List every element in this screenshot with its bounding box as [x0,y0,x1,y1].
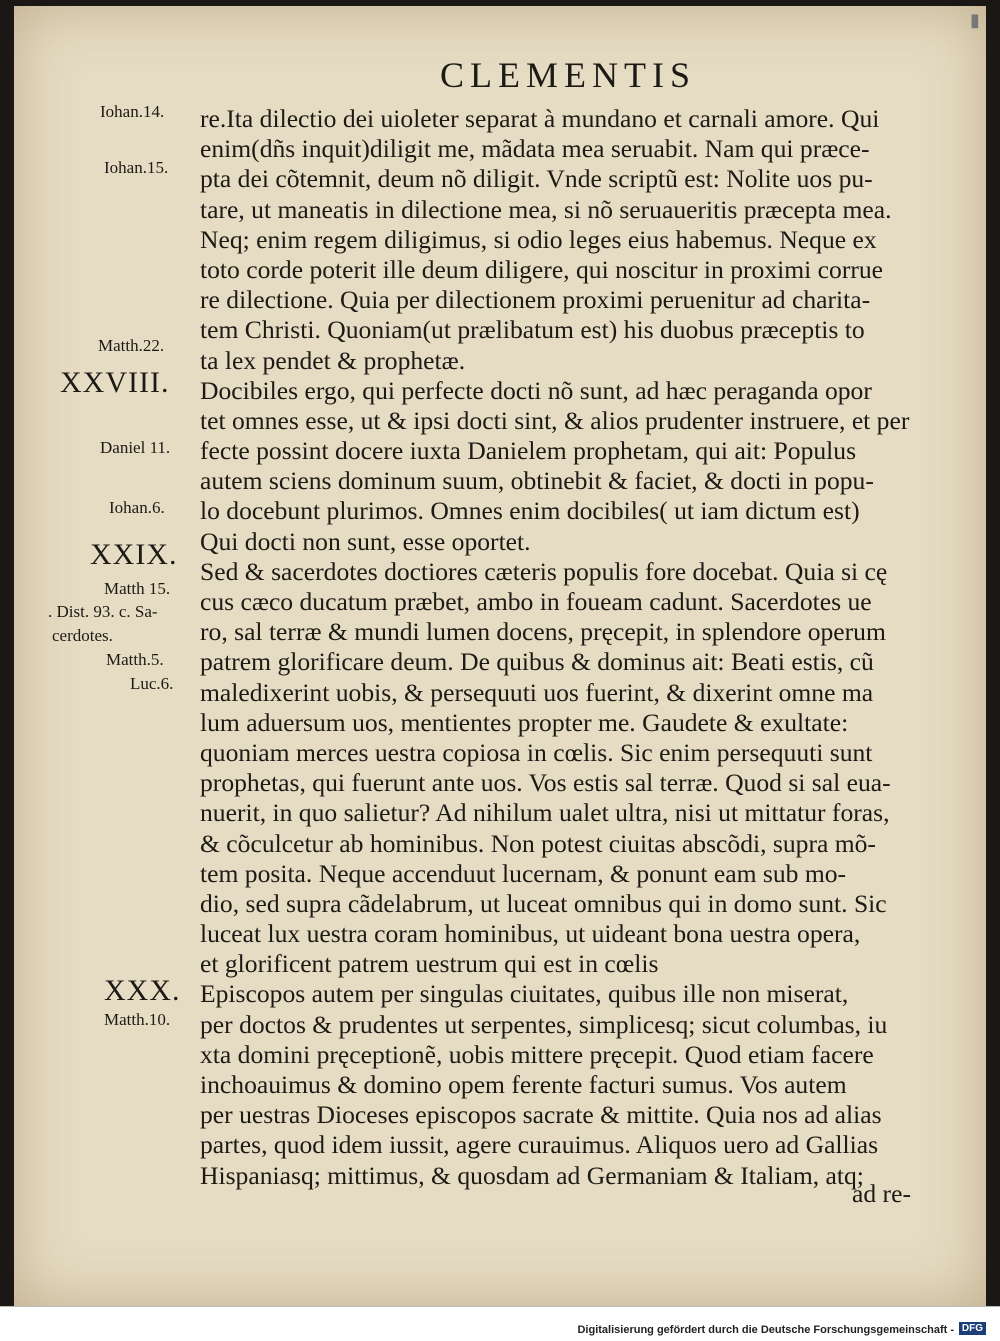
text-line: tem Christi. Quoniam(ut prælibatum est) his duobus præceptis to [200,315,865,345]
margin-note: Luc.6. [130,674,174,693]
text-line: Hispaniasq; mittimus, & quosdam ad Germaniam & Italiam, atq; [200,1160,864,1190]
text-line: quoniam merces uestra copiosa in cœlis. Sic enim persequuti sunt [200,737,873,767]
text-line: partes, quod idem iussit, agere curauimus. Aliquos uero ad Gallias [200,1130,879,1160]
margin-note: Matth.10. [104,1010,171,1029]
text-line: et glorificent patrem uestrum qui est in cœlis [200,949,659,979]
text-line: xta domini pręceptionẽ, uobis mittere pręcepit. Quod etiam facere [200,1039,874,1069]
margin-note: Matth.5. [106,650,164,669]
chapter-number: XXVIII. [60,366,170,399]
text-line: per uestras Dioceses episcopos sacrate & mittite. Quia nos ad alias [200,1100,882,1130]
text-line: Episcopos autem per singulas ciuitates, quibus ille non miserat, [200,979,849,1009]
margin-note: Iohan.14. [100,102,165,121]
dfg-logo-icon: DFG [959,1322,986,1335]
chapter-number: XXIX. [90,538,178,571]
margin-note: Matth.22. [98,336,165,355]
text-line: lum aduersum uos, mentientes propter me. Gaudete & exultate: [200,707,849,737]
text-line: cus cæco ducatum præbet, ambo in foueam cadunt. Sacerdotes ue [200,587,872,616]
margin-note: Iohan.15. [104,158,169,177]
text-line: luceat lux uestra coram hominibus, ut uideant bona uestra opera, [200,919,861,949]
text-line: inchoauimus & domino opem ferente facturi sumus. Vos autem [200,1070,847,1099]
margin-note: . Dist. 93. c. Sa- [48,602,158,621]
main-text [200,104,940,1191]
text-line: re.Ita dilectio dei uioleter separat à mundano et carnali amore. Qui [200,104,880,133]
text-line: pta dei cõtemnit, deum nõ diligit. Vnde scriptũ est: Nolite uos pu- [200,164,873,194]
text-line: dio, sed supra cãdelabrum, ut luceat omnibus qui in domo sunt. Sic [200,888,887,918]
text-line: & cõculcetur ab hominibus. Non potest ciuitas abscõdi, supra mõ- [200,828,876,858]
margin-note: Iohan.6. [109,498,165,517]
book-page [14,6,986,1306]
text-line: Docibiles ergo, qui perfecte docti nõ sunt, ad hæc peraganda opor [200,375,872,405]
text-line: Qui docti non sunt, esse oportet. [200,526,531,556]
margin-note: Daniel 11. [100,438,171,457]
chapter-number: XXX. [104,974,181,1007]
footer-bar [0,1307,1000,1341]
text-line: autem sciens dominum suum, obtinebit & faciet, & docti in popu- [200,466,874,496]
text-line: enim(dñs inquit)diligit me, mãdata mea seruabit. Nam qui præce- [200,134,870,164]
text-line: ro, sal terræ & mundi lumen docens, pręcepit, in splendore operum [200,617,886,647]
text-line: tet omnes esse, ut & ipsi docti sint, & alios prudenter instruere, et per [200,405,910,435]
text-line: toto corde poterit ille deum diligere, qui noscitur in proximi corrue [200,254,884,284]
text-line: lo docebunt plurimos. Omnes enim docibiles( ut iam dictum est) [200,496,860,526]
text-line: patrem glorificare deum. De quibus & dominus ait: Beati estis, cũ [200,647,874,677]
text-line: Neq; enim regem diligimus, si odio leges eius habemus. Neque ex [200,224,877,254]
running-title: CLEMENTIS [440,55,696,95]
text-line: tare, ut maneatis in dilectione mea, si nõ seruaueritis præcepta mea. [200,194,892,224]
catchword: ad re- [852,1179,911,1208]
margin-note: Matth 15. [104,579,171,598]
text-line: prophetas, qui fuerunt ante uos. Vos estis sal terræ. Quod si sal eua- [200,768,891,798]
text-line: nuerit, in quo salietur? Ad nihilum ualet ultra, nisi ut mittatur foras, [200,798,890,828]
text-line: maledixerint uobis, & persequuti uos fuerint, & dixerint omne ma [200,677,874,707]
text-line: per doctos & prudentes ut serpentes, simplicesq; sicut columbas, iu [200,1009,888,1039]
text-line: tem posita. Neque accenduut lucernam, & ponunt eam sub mo- [200,858,847,888]
binding-mark-icon: ▮ [970,10,980,30]
text-line: re dilectione. Quia per dilectionem proximi peruenitur ad charita- [200,285,871,315]
footer-credit: Digitalisierung gefördert durch die Deutsche Forschungsgemeinschaft - [577,1324,954,1336]
text-line: fecte possint docere iuxta Danielem prophetam, qui ait: Populus [200,436,857,466]
margin-note: cerdotes. [52,626,113,645]
text-line: ta lex pendet & prophetæ. [200,345,466,375]
text-line: Sed & sacerdotes doctiores cæteris populis fore docebat. Quia si cę [200,556,888,586]
